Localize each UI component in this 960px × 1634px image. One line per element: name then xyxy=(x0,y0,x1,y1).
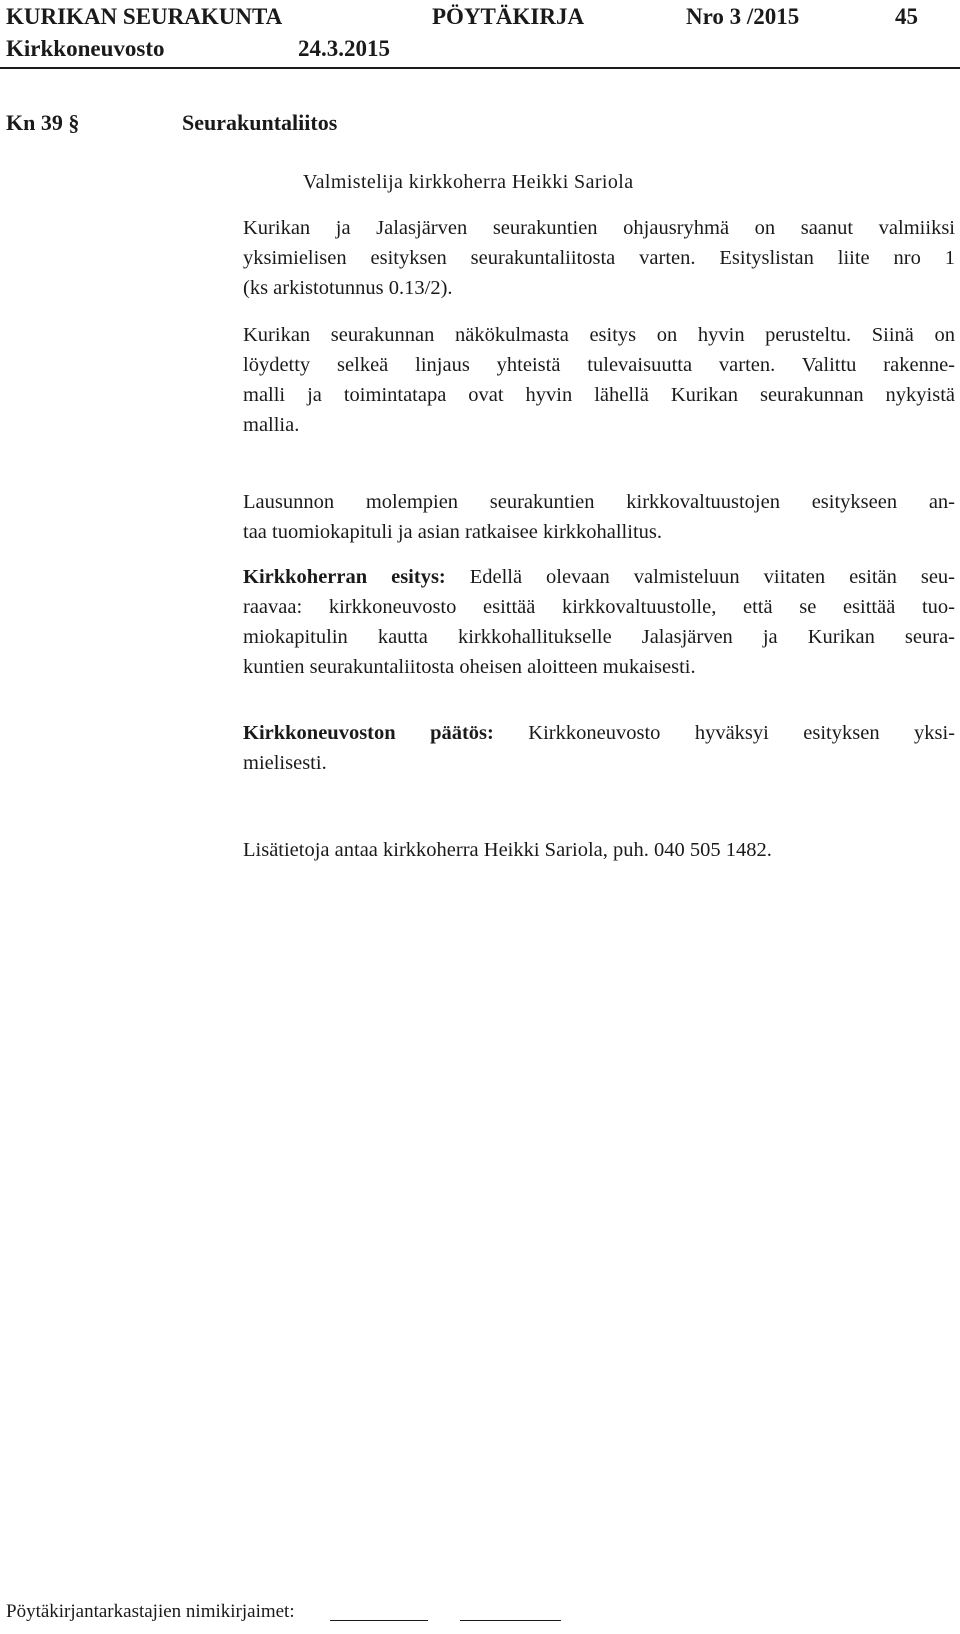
initials-line-2 xyxy=(460,1620,561,1621)
paragraph-statement xyxy=(243,487,955,547)
text-fragment: Edellä olevaan valmisteluun viitaten esitän seu- xyxy=(469,566,956,588)
text-line: (ks arkistotunnus 0.13/2). xyxy=(243,277,453,299)
text-line xyxy=(243,562,955,592)
text-line: mielisesti. xyxy=(243,752,327,774)
meeting-date: 24.3.2015 xyxy=(298,36,390,61)
paragraph-proposal xyxy=(243,213,955,303)
header-rule xyxy=(0,67,960,69)
text-line: löydetty selkeä linjaus yhteistä tulevaisuutta varten. Valittu rakenne- xyxy=(243,354,955,376)
vicar-proposal-label: Kirkkoherran esitys: xyxy=(243,566,446,588)
page-number: 45 xyxy=(895,4,918,29)
paragraph-vicar-proposal xyxy=(243,562,955,682)
decision-label: Kirkkoneuvoston päätös: xyxy=(243,722,494,744)
section-number: Kn 39 § xyxy=(6,110,80,135)
text-line: Lisätietoja antaa kirkkoherra Heikki Sariola, puh. 040 505 1482. xyxy=(243,839,772,861)
text-line: taa tuomiokapituli ja asian ratkaisee kirkkohallitus. xyxy=(243,521,662,543)
text-line: Kurikan ja Jalasjärven seurakuntien ohjausryhmä on saanut valmiiksi xyxy=(243,217,955,239)
meeting-body: Kirkkoneuvosto xyxy=(6,36,165,61)
text-line: malli ja toimintatapa ovat hyvin lähellä Kurikan seurakunnan nykyistä xyxy=(243,384,955,406)
text-fragment: Kirkkoneuvosto hyväksyi esityksen yksi- xyxy=(528,722,955,744)
text-line: kuntien seurakuntaliitosta oheisen aloitteen mukaisesti. xyxy=(243,656,696,678)
section-title: Seurakuntaliitos xyxy=(182,110,338,135)
footer-initials-label: Pöytäkirjantarkastajien nimikirjaimet: xyxy=(6,1601,295,1622)
initials-line-1 xyxy=(330,1620,428,1621)
document-number: Nro 3 /2015 xyxy=(686,4,800,29)
paragraph-decision xyxy=(243,718,955,778)
paragraph-contact xyxy=(243,835,955,865)
text-line xyxy=(243,718,955,748)
text-line: miokapitulin kautta kirkkohallitukselle Jalasjärven ja Kurikan seura- xyxy=(243,626,955,648)
preparer-line: Valmistelija kirkkoherra Heikki Sariola xyxy=(303,171,634,193)
organization-name: KURIKAN SEURAKUNTA xyxy=(6,4,283,29)
text-line: mallia. xyxy=(243,414,300,436)
text-line: Lausunnon molempien seurakuntien kirkkovaltuustojen esitykseen an- xyxy=(243,491,955,513)
paragraph-viewpoint xyxy=(243,320,955,440)
text-line: yksimielisen esityksen seurakuntaliitosta varten. Esityslistan liite nro 1 xyxy=(243,247,955,269)
text-line: raavaa: kirkkoneuvosto esittää kirkkovaltuustolle, että se esittää tuo- xyxy=(243,596,955,618)
document-type: PÖYTÄKIRJA xyxy=(432,4,585,29)
text-line: Kurikan seurakunnan näkökulmasta esitys on hyvin perusteltu. Siinä on xyxy=(243,324,955,346)
